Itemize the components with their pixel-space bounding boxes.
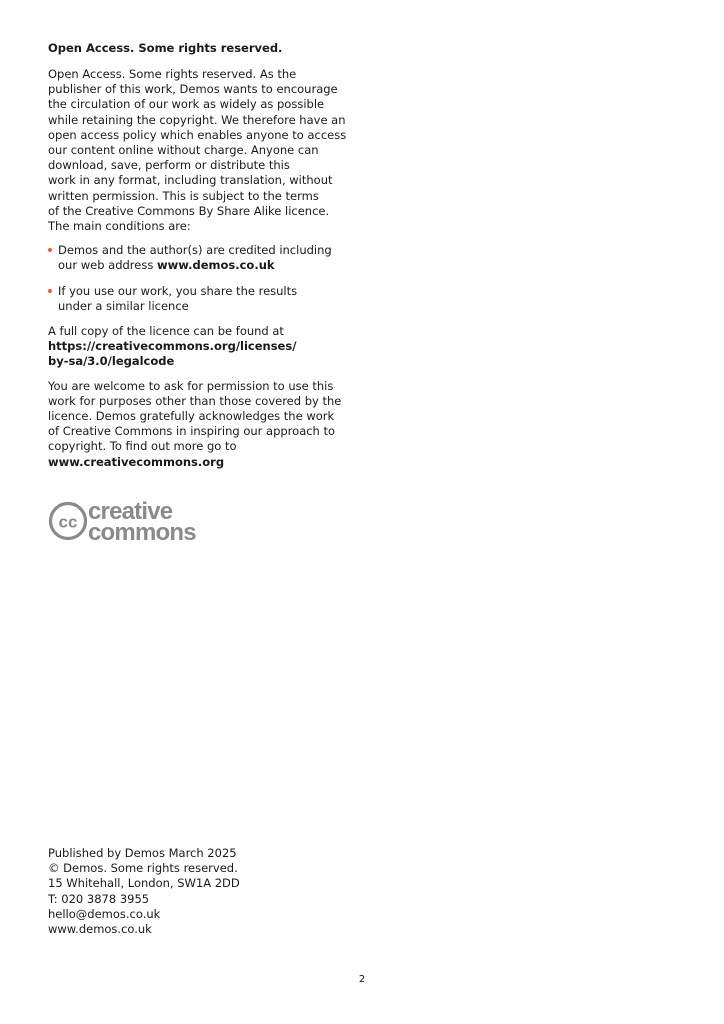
permission-line: You are welcome to ask for permission to use this: [48, 378, 334, 393]
condition-text-line2: [58, 258, 358, 273]
intro-line: written permission. This is subject to the terms: [48, 188, 319, 203]
imprint-copyright: © Demos. Some rights reserved.: [48, 861, 238, 876]
licence-url-line1[interactable]: https://creativecommons.org/licenses/: [48, 339, 297, 354]
imprint-address: 15 Whitehall, London, SW1A 2DD: [48, 876, 240, 891]
intro-line: work in any format, including translation, without: [48, 173, 333, 188]
bullet-dot-icon: [48, 248, 52, 252]
publisher-imprint: [48, 846, 240, 937]
rights-heading: Open Access. Some rights reserved.: [48, 41, 283, 55]
intro-line: while retaining the copyright. We therefore have an: [48, 112, 346, 127]
permission-line: work for purposes other than those covered by the: [48, 393, 342, 408]
permission-paragraph: [48, 379, 358, 470]
imprint-phone: T: 020 3878 3955: [48, 891, 150, 906]
licence-url-line2[interactable]: by-sa/3.0/legalcode: [48, 354, 175, 369]
permission-line: licence. Demos gratefully acknowledges the work: [48, 409, 335, 424]
demos-web-link[interactable]: www.demos.co.uk: [156, 258, 275, 273]
conditions-list: [48, 243, 358, 314]
condition-text: If you use our work, you share the results: [58, 283, 298, 298]
condition-item: [48, 243, 358, 273]
permission-line: copyright. To find out more go to: [48, 439, 237, 454]
intro-line: The main conditions are:: [48, 219, 191, 234]
imprint-published: Published by Demos March 2025: [48, 846, 237, 860]
licence-intro: A full copy of the licence can be found at: [48, 324, 284, 339]
imprint-email[interactable]: hello@demos.co.uk: [48, 906, 161, 921]
licence-paragraph: [48, 324, 358, 370]
intro-line: of the Creative Commons By Share Alike licence.: [48, 203, 330, 218]
rights-column: [48, 40, 358, 479]
logo-word-commons: commons: [88, 519, 196, 544]
cc-glyph: cc: [58, 512, 78, 532]
condition-text: Demos and the author(s) are credited including: [58, 243, 332, 258]
cc-circle-icon: [51, 504, 86, 539]
intro-paragraph: [48, 67, 358, 234]
condition-text-prefix: our web address: [58, 258, 157, 273]
condition-text-line2: under a similar licence: [58, 298, 189, 313]
permission-line: of Creative Commons in inspiring our approach to: [48, 424, 336, 439]
condition-item: [48, 284, 358, 314]
logo-word-creative: creative: [88, 498, 173, 525]
imprint-website[interactable]: www.demos.co.uk: [48, 922, 152, 937]
intro-line: open access policy which enables anyone to access: [48, 127, 347, 142]
intro-line: publisher of this work, Demos wants to encourage: [48, 82, 338, 97]
intro-line: the circulation of our work as widely as possible: [48, 97, 325, 112]
intro-line: our content online without charge. Anyone can: [48, 143, 319, 158]
intro-line: download, save, perform or distribute this: [48, 158, 290, 173]
creativecommons-link[interactable]: www.creativecommons.org: [48, 454, 225, 469]
intro-line: Open Access. Some rights reserved. As the: [48, 67, 297, 81]
page-number: 2: [358, 974, 366, 985]
creative-commons-logo: [48, 498, 230, 544]
bullet-dot-icon: [48, 289, 52, 293]
